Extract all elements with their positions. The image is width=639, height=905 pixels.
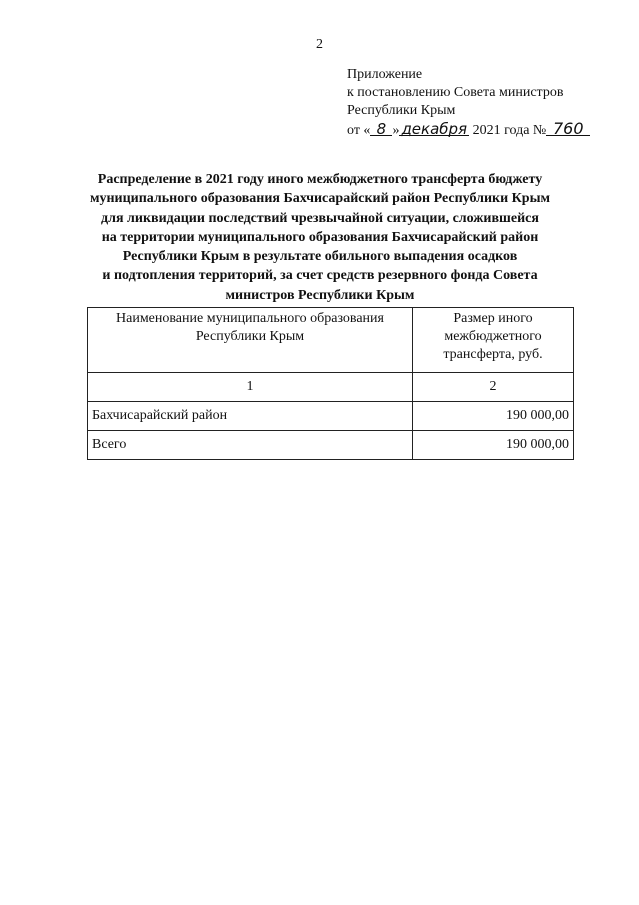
title-line: Распределение в 2021 году иного межбюджетного трансферта бюджету — [97, 172, 543, 187]
handwritten-decree-number: 760 — [546, 120, 590, 138]
appendix-line-1: Приложение — [347, 67, 423, 82]
date-quote-close: » — [392, 123, 400, 138]
appendix-date-line — [347, 120, 590, 140]
handwritten-month: декабря — [401, 120, 468, 138]
date-prefix: от « — [347, 123, 371, 138]
table-header-row — [88, 308, 574, 373]
title-line: для ликвидации последствий чрезвычайной ситуации, сложившейся — [101, 210, 539, 226]
title-line: министров Республики Крым — [225, 287, 415, 303]
appendix-block — [347, 66, 590, 140]
transfer-amount: 190 000,00 — [413, 402, 574, 431]
handwritten-day: 8 — [370, 120, 392, 138]
document-title — [75, 170, 565, 305]
municipality-name: Бахчисарайский район — [88, 402, 413, 431]
title-line: на территории муниципального образования Бахчисарайский район — [101, 229, 539, 245]
table-total-row — [88, 431, 574, 460]
header-municipality — [88, 308, 413, 373]
header-amount-line: межбюджетного — [444, 329, 542, 344]
appendix-line-2: к постановлению Совета министров — [347, 85, 564, 100]
page-number: 2 — [316, 37, 323, 52]
header-amount — [413, 308, 574, 373]
total-amount: 190 000,00 — [413, 431, 574, 460]
distribution-table — [87, 307, 574, 460]
header-municipality-line: Наименование муниципального образования — [116, 311, 384, 326]
header-amount-line: Размер иного — [453, 311, 533, 326]
column-index-row — [88, 373, 574, 402]
appendix-line-3: Республики Крым — [347, 103, 456, 118]
header-amount-line: трансферта, руб. — [443, 347, 543, 362]
title-line: и подтопления территорий, за счет средств резервного фонда Совета — [102, 268, 538, 284]
header-municipality-line: Республики Крым — [195, 329, 305, 344]
column-index-2: 2 — [413, 373, 574, 402]
date-year-text: 2021 года № — [472, 123, 547, 138]
total-label: Всего — [88, 431, 413, 460]
column-index-1: 1 — [88, 373, 413, 402]
title-line: Республики Крым в результате обильного выпадения осадков — [122, 249, 518, 265]
title-line: муниципального образования Бахчисарайский район Республики Крым — [89, 191, 551, 207]
table-row — [88, 402, 574, 431]
